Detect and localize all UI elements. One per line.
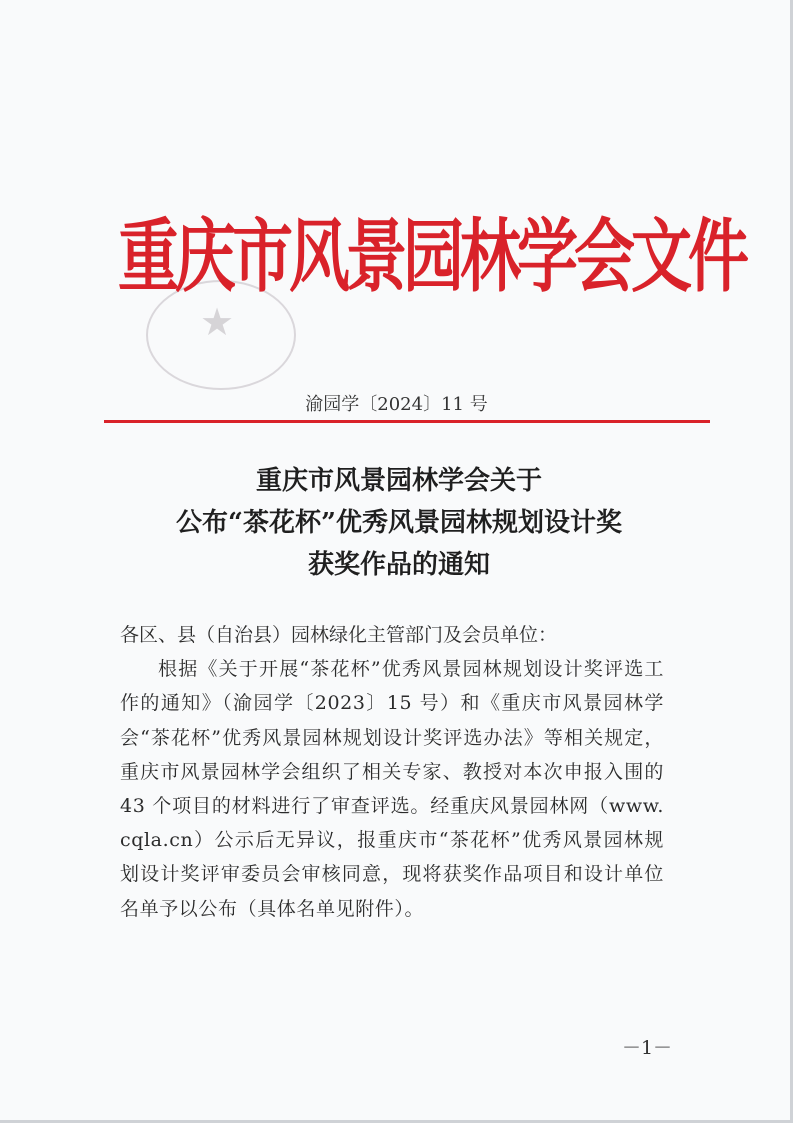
body-paragraph: 根据《关于开展“茶花杯”优秀风景园林规划设计奖评选工作的通知》（渝园学〔2023〕15 号）和《重庆市风景园林学会“茶花杯”优秀风景园林规划设计奖评选办法》等相关规定，重庆市风景园林学会组织了相关专家、教授对本次申报入围的 43 个项目的材料进行了审查评选。经重庆风景园林网（www.cqla.cn）公示后无异议，报重庆市“茶花杯”优秀风景园林规划设计奖评审委员会审核同意，现将获奖作品项目和设计单位名单予以公布（具体名单见附件）。: [120, 658, 664, 920]
title-line-1: 重庆市风景园林学会关于: [255, 466, 542, 496]
document-number: 渝园学〔2024〕11 号: [305, 394, 488, 415]
notice-body: [120, 618, 664, 926]
notice-title: [96, 460, 702, 586]
org-masthead: 重庆市风景园林学会文件: [118, 211, 746, 304]
salutation: 各区、县（自治县）园林绿化主管部门及会员单位：: [120, 624, 558, 646]
title-line-2: 公布“茶花杯”优秀风景园林规划设计奖: [176, 508, 622, 538]
title-line-3: 获奖作品的通知: [307, 550, 490, 580]
red-divider: [104, 420, 710, 423]
seal-star-icon: ★: [200, 300, 235, 344]
page-number: －1－: [621, 1037, 673, 1059]
